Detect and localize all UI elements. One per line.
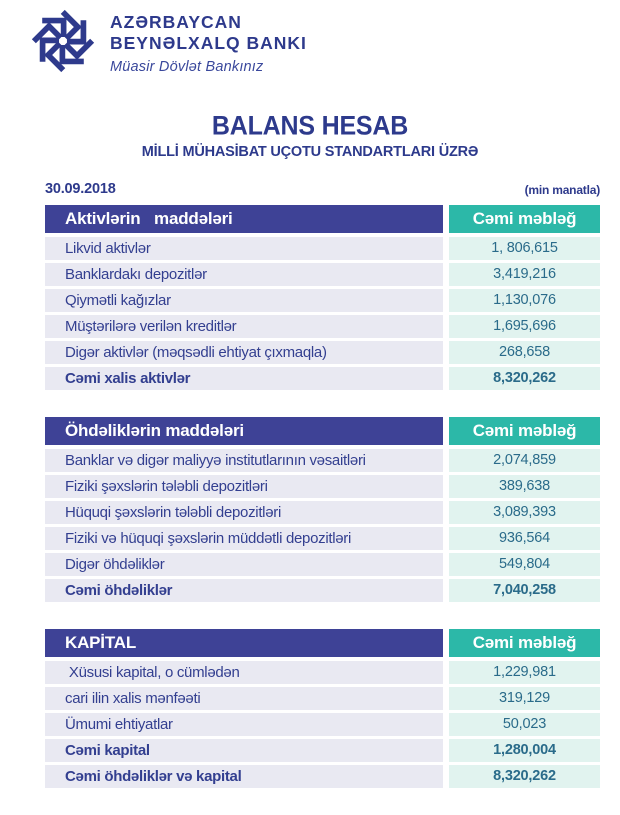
table-row [45, 367, 600, 390]
brand-text [110, 6, 307, 75]
table-row [45, 553, 600, 576]
report-date: 30.09.2018 [45, 181, 116, 197]
row-value: 936,564 [449, 527, 600, 550]
table-section-title: Aktivlərin maddələri [45, 205, 443, 233]
row-value: 549,804 [449, 553, 600, 576]
row-label: Fiziki və hüquqi şəxslərin müddətli depozitləri [45, 527, 443, 550]
row-label: Digər öhdəliklər [45, 553, 443, 576]
balance-table [45, 629, 600, 788]
table-row [45, 341, 600, 364]
row-value: 50,023 [449, 713, 600, 736]
row-value: 268,658 [449, 341, 600, 364]
table-row [45, 475, 600, 498]
document-subtitle: MİLLİ MÜHASİBAT UÇOTU STANDARTLARI ÜZRƏ [141, 144, 479, 160]
row-label: Cəmi kapital [45, 739, 443, 762]
unit-note: (min manatla) [524, 183, 600, 197]
balance-table [45, 205, 600, 390]
table-row [45, 687, 600, 710]
balance-table [45, 417, 600, 602]
row-value: 319,129 [449, 687, 600, 710]
row-label: Cəmi öhdəliklər [45, 579, 443, 602]
row-label: Qiymətli kağızlar [45, 289, 443, 312]
table-row [45, 501, 600, 524]
row-value: 8,320,262 [449, 367, 600, 390]
amount-column-header: Cəmi məbləğ [449, 417, 600, 445]
row-label: Digər aktivlər (məqsədli ehtiyat çıxmaqla) [45, 341, 443, 364]
row-label: Banklardakı depozitlər [45, 263, 443, 286]
row-value: 1, 806,615 [449, 237, 600, 260]
table-section-title: Öhdəliklərin maddələri [45, 417, 443, 445]
row-value: 2,074,859 [449, 449, 600, 472]
row-label: cari ilin xalis mənfəəti [45, 687, 443, 710]
table-row [45, 739, 600, 762]
table-row [45, 237, 600, 260]
row-value: 1,280,004 [449, 739, 600, 762]
bank-knot-logo-icon [28, 6, 98, 76]
row-label: Banklar və digər maliyyə institutlarının vəsaitləri [45, 449, 443, 472]
row-value: 389,638 [449, 475, 600, 498]
table-row [45, 527, 600, 550]
brand-header [28, 6, 307, 76]
table-section-title: KAPİTAL [45, 629, 443, 657]
row-label: Ümumi ehtiyatlar [45, 713, 443, 736]
row-value: 1,695,696 [449, 315, 600, 338]
bank-name-line2: BEYNƏLXALQ BANKI [110, 33, 307, 53]
bank-name-line1: AZƏRBAYCAN [110, 12, 242, 32]
table-row [45, 263, 600, 286]
document-title: BALANS HESAB [211, 110, 409, 142]
row-label: Xüsusi kapital, o cümlədən [45, 661, 443, 684]
balance-tables [45, 205, 600, 815]
row-value: 7,040,258 [449, 579, 600, 602]
table-header-row [45, 417, 600, 445]
table-row [45, 289, 600, 312]
row-value: 1,229,981 [449, 661, 600, 684]
row-label: Likvid aktivlər [45, 237, 443, 260]
row-value: 8,320,262 [449, 765, 600, 788]
table-row [45, 315, 600, 338]
table-header-row [45, 205, 600, 233]
amount-column-header: Cəmi məbləğ [449, 629, 600, 657]
meta-row [45, 181, 600, 197]
table-row [45, 661, 600, 684]
row-value: 3,419,216 [449, 263, 600, 286]
table-row [45, 579, 600, 602]
bank-tagline: Müasir Dövlət Bankınız [110, 59, 264, 75]
row-value: 1,130,076 [449, 289, 600, 312]
row-label: Cəmi xalis aktivlər [45, 367, 443, 390]
title-block [0, 112, 620, 160]
amount-column-header: Cəmi məbləğ [449, 205, 600, 233]
row-label: Hüquqi şəxslərin tələbli depozitləri [45, 501, 443, 524]
table-row [45, 449, 600, 472]
row-value: 3,089,393 [449, 501, 600, 524]
table-row [45, 713, 600, 736]
row-label: Fiziki şəxslərin tələbli depozitləri [45, 475, 443, 498]
table-header-row [45, 629, 600, 657]
row-label: Müştərilərə verilən kreditlər [45, 315, 443, 338]
row-label: Cəmi öhdəliklər və kapital [45, 765, 443, 788]
table-row [45, 765, 600, 788]
